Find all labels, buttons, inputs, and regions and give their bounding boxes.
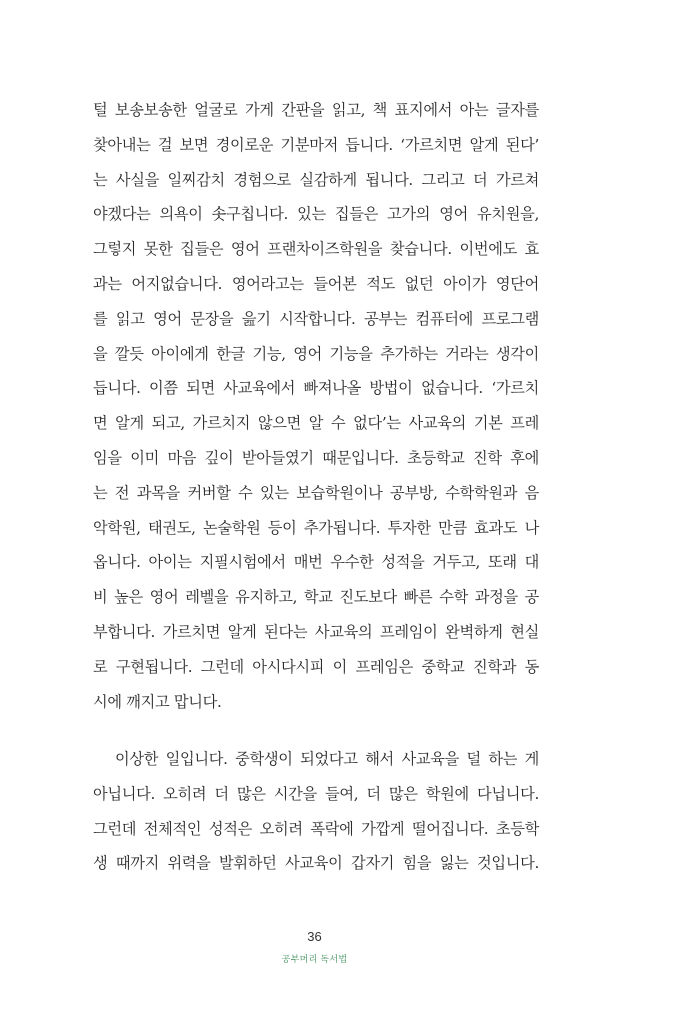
paragraph-line: 로 구현됩니다. 그런데 아시다시피 이 프레임은 중학교 진학과 동 [93, 657, 539, 676]
paragraph-line: 과는 어지없습니다. 영어라고는 들어본 적도 없던 아이가 영단어 [93, 274, 539, 293]
paragraph-line: 야겠다는 의욕이 솟구칩니다. 있는 집들은 고가의 영어 유치원을, [93, 205, 539, 224]
paragraph-1 [93, 93, 539, 719]
paragraph-line: 털 보송보송한 얼굴로 가게 간판을 읽고, 책 표지에서 아는 글자를 [93, 101, 539, 119]
paragraph-line: 는 사실을 일찌감치 경험으로 실감하게 됩니다. 그리고 더 가르쳐 [93, 170, 539, 189]
paragraph-line: 듭니다. 이쯤 되면 사교육에서 빠져나올 방법이 없습니다. ‘가르치 [93, 379, 539, 398]
paragraph-line: 생 때까지 위력을 발휘하던 사교육이 갑자기 힘을 잃는 것입니다. [93, 854, 539, 873]
paragraph-line: 찾아내는 걸 보면 경이로운 기분마저 듭니다. ‘가르치면 알게 된다’ [93, 135, 539, 154]
paragraph-line: 임을 이미 마음 깊이 받아들였기 때문입니다. 초등학교 진학 후에 [93, 448, 539, 467]
page-number: 36 [307, 929, 322, 944]
paragraph-line: 는 전 과목을 커버할 수 있는 보습학원이나 공부방, 수학학원과 음 [93, 483, 539, 502]
paragraph-line: 를 읽고 영어 문장을 읊기 시작합니다. 공부는 컴퓨터에 프로그램 [93, 309, 539, 328]
paragraph-line: 을 깔듯 아이에게 한글 기능, 영어 기능을 추가하는 거라는 생각이 [93, 344, 539, 363]
paragraph-line: 악학원, 태권도, 논술학원 등이 추가됩니다. 투자한 만큼 효과도 나 [93, 518, 539, 537]
paragraph-line: 옵니다. 아이는 지필시험에서 매번 우수한 성적을 거두고, 또래 대 [93, 553, 539, 572]
paragraph-line: 이상한 일입니다. 중학생이 되었다고 해서 사교육을 덜 하는 게 [115, 750, 539, 768]
paragraph-2 [93, 742, 539, 881]
paragraph-line: 비 높은 영어 레벨을 유지하고, 학교 진도보다 빠른 수학 과정을 공 [93, 588, 539, 607]
paragraph-line: 면 알게 되고, 가르치지 않으면 알 수 없다’는 사교육의 기본 프레 [93, 414, 539, 433]
paragraph-line: 그런데 전체적인 성적은 오히려 폭락에 가깝게 떨어집니다. 초등학 [93, 819, 539, 838]
paragraph-line: 아닙니다. 오히려 더 많은 시간을 들여, 더 많은 학원에 다닙니다. [93, 784, 539, 803]
running-footer-title: 공부머리 독서법 [281, 954, 348, 964]
paragraph-line: 그렇지 못한 집들은 영어 프랜차이즈학원을 찾습니다. 이번에도 효 [93, 240, 539, 259]
paragraph-line: 시에 깨지고 맙니다. [93, 692, 222, 711]
paragraph-line: 부합니다. 가르치면 알게 된다는 사교육의 프레임이 완벽하게 현실 [93, 622, 539, 641]
